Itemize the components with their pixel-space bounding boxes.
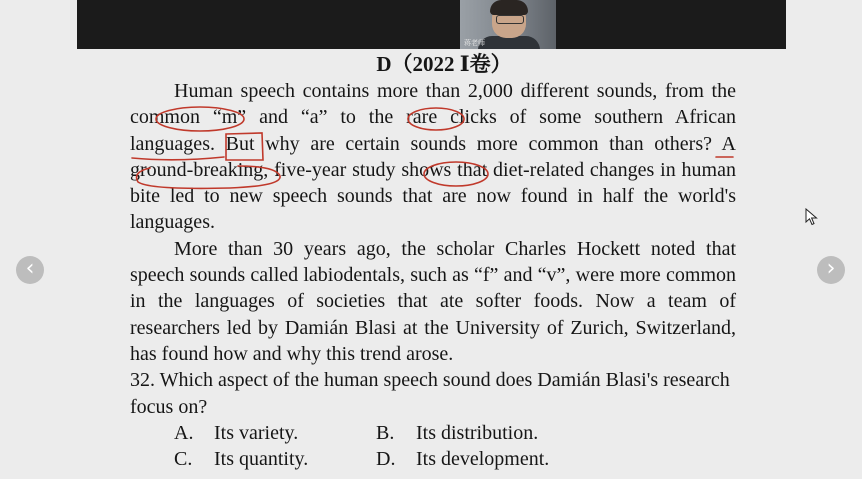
option-a-text: Its variety.	[214, 421, 299, 444]
next-page-button[interactable]	[817, 256, 845, 284]
video-top-bar	[77, 0, 786, 49]
option-b-text: Its distribution.	[416, 421, 539, 444]
question-32: 32. Which aspect of the human speech sound does Damián Blasi's research focus on?	[130, 369, 730, 418]
option-a-letter: A.	[174, 421, 194, 444]
presenter-hair	[490, 0, 528, 15]
option-b-letter: B.	[376, 421, 395, 444]
paragraph-2-text: More than 30 years ago, the scholar Charles Hockett noted that speech sounds called labiodentals, such as “f” and “v”, were more common in the languages of societies that ate softer foods. Now a team of researchers led by Damián Blasi at the University of Zurich, Switzerland, has found how and why this trend arose.	[130, 237, 736, 365]
mouse-pointer-icon	[805, 208, 819, 226]
passage-title: D（2022 Ⅰ卷）	[376, 52, 512, 76]
option-b	[376, 420, 538, 446]
option-c-text: Its quantity.	[214, 447, 309, 470]
paragraph-1-text: Human speech contains more than 2,000 different sounds, from the common “m” and “a” to the rare clicks of some southern African languages. But why are certain sounds more common than others? A ground-breaking, five-year study shows that diet-related changes in human bite led to new speech sounds that are now found in half the world's languages.	[130, 80, 736, 234]
option-a	[174, 420, 298, 446]
participant-name: 蒋老师	[464, 39, 485, 47]
chevron-left-icon: ‹	[25, 256, 35, 281]
paragraph-2	[130, 236, 736, 367]
paragraph-1	[130, 78, 736, 236]
option-c-letter: C.	[174, 447, 193, 470]
webcam-thumbnail[interactable]	[460, 0, 556, 49]
option-c	[174, 446, 308, 472]
option-d	[376, 446, 549, 472]
answer-options	[130, 420, 736, 472]
option-d-text: Its development.	[416, 447, 550, 470]
exam-document	[130, 50, 736, 472]
presenter-glasses	[496, 15, 524, 24]
chevron-right-icon: ›	[826, 256, 836, 281]
option-d-letter: D.	[376, 447, 396, 470]
previous-page-button[interactable]	[16, 256, 44, 284]
